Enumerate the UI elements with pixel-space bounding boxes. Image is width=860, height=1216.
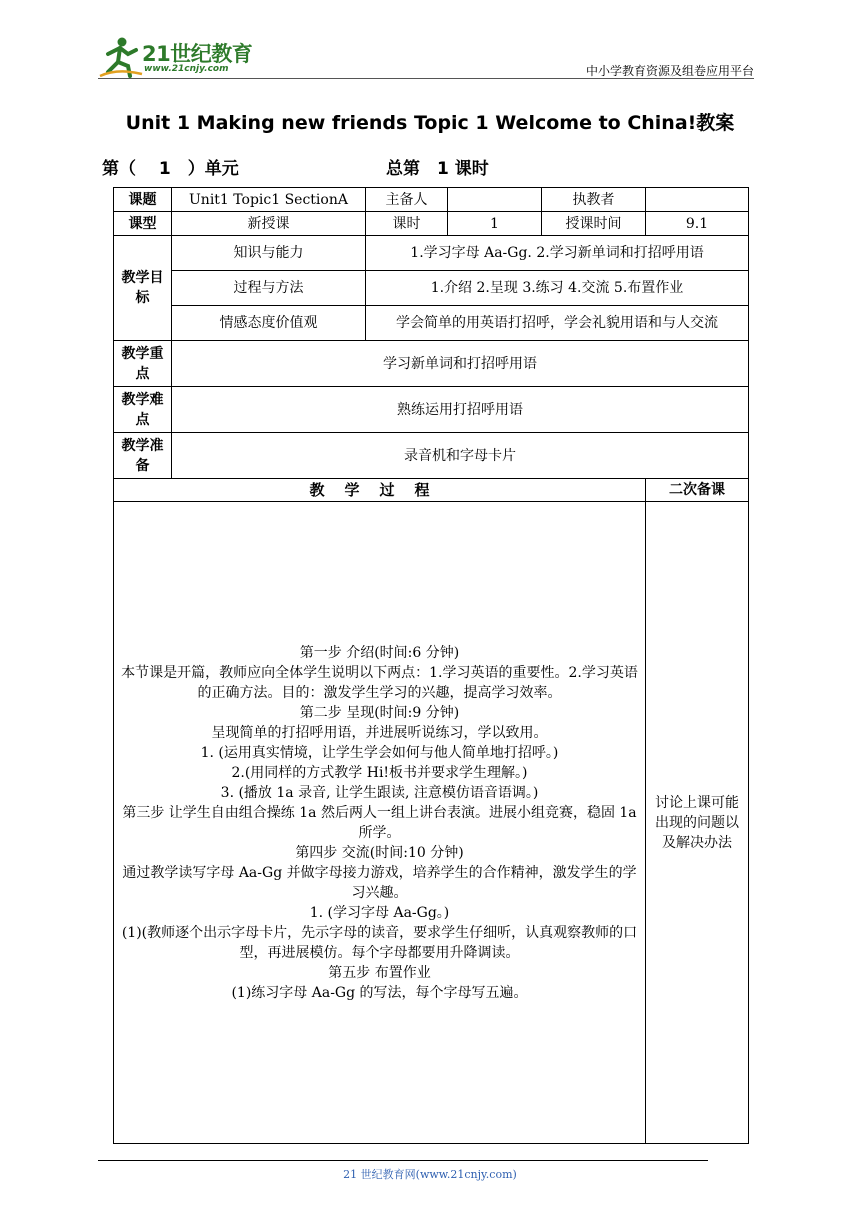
page-title: Unit 1 Making new friends Topic 1 Welcome to China!教案 [125,112,735,134]
table-row [114,306,749,341]
process-line: 1. (运用真实情境，让学生学会如何与他人简单地打招呼。) [200,744,559,761]
teacher-label: 执教者 [542,188,646,212]
goal-name: 情感态度价值观 [172,306,366,341]
second-prep-header: 二次备课 [646,479,749,502]
topic-value: Unit1 Topic1 SectionA [172,188,366,212]
unit-number: 第（ 1 ）单元 [102,159,239,179]
logo-url: www.21cnjy.com [144,64,229,74]
process-line: 第二步 呈现(时间:9 分钟) [299,704,460,721]
process-line: 第一步 介绍(时间:6 分钟) [299,644,460,661]
table-row [114,433,749,479]
goal-value: 1.学习字母 Aa-Gg. 2.学习新单词和打招呼用语 [366,236,749,271]
process-line: 1. (学习字母 Aa-Gg。) [309,904,450,921]
goal-value: 1.介绍 2.呈现 3.练习 4.交流 5.布置作业 [366,271,749,306]
key-points-label: 教学重点 [114,341,172,387]
goals-label: 教学目标 [114,236,172,341]
lesson-number: 总第 1 课时 [386,159,489,179]
type-value: 新授课 [172,212,366,236]
process-line: 本节课是开篇，教师应向全体学生说明以下两点：1.学习英语的重要性。2.学习英语的正确方法。目的：激发学生学习的兴趣，提高学习效率。 [121,664,638,701]
table-row [114,479,749,502]
footer-divider [98,1160,708,1161]
table-row [114,387,749,433]
difficulty-label: 教学难点 [114,387,172,433]
process-content [114,502,646,1144]
table-row [114,188,749,212]
process-header-text: 教学过程 [309,480,450,499]
preparer-value [448,188,542,212]
runner-logo-icon [98,36,144,80]
time-value: 9.1 [646,212,749,236]
process-line: 呈现简单的打招呼用语，并进展听说练习，学以致用。 [211,724,548,741]
page-header [98,36,754,80]
second-prep-note: 讨论上课可能出现的问题以及解决办法 [646,502,749,1144]
topic-label: 课题 [114,188,172,212]
process-line: 3. (播放 1a 录音, 让学生跟读, 注意模仿语音语调。) [220,784,539,801]
logo-text: 21世纪教育 [142,42,253,66]
table-row [114,212,749,236]
goal-value: 学会简单的用英语打招呼，学会礼貌用语和与人交流 [366,306,749,341]
hours-value: 1 [448,212,542,236]
preparation-label: 教学准备 [114,433,172,479]
process-line: 2.(用同样的方式教学 Hi!板书并要求学生理解。) [231,764,528,781]
key-points-value: 学习新单词和打招呼用语 [172,341,749,387]
process-line: (1)练习字母 Aa-Gg 的写法，每个字母写五遍。 [231,984,528,1001]
time-label: 授课时间 [542,212,646,236]
process-line: 第四步 交流(时间:10 分钟) [295,844,464,861]
preparer-label: 主备人 [366,188,448,212]
footer-text: 21 世纪教育网(www.21cnjy.com) [343,1168,517,1181]
type-label: 课型 [114,212,172,236]
process-line: 第三步 让学生自由组合操练 1a 然后两人一组上讲台表演。进展小组竞赛，稳固 1a 所学。 [122,804,637,841]
goal-name: 过程与方法 [172,271,366,306]
hours-label: 课时 [366,212,448,236]
table-row [114,236,749,271]
lesson-plan-table [113,187,749,1144]
process-line: 第五步 布置作业 [328,964,431,981]
header-divider [98,78,754,79]
process-line: 通过教学读写字母 Aa-Gg 并做字母接力游戏，培养学生的合作精神，激发学生的学习兴趣。 [122,864,637,901]
difficulty-value: 熟练运用打招呼用语 [172,387,749,433]
goal-name: 知识与能力 [172,236,366,271]
preparation-value: 录音机和字母卡片 [172,433,749,479]
process-header [114,479,646,502]
logo [98,36,268,80]
teacher-value [646,188,749,212]
process-line: (1)(教师逐个出示字母卡片，先示字母的读音，要求学生仔细听，认真观察教师的口型，再进展模仿。每个字母都要用升降调读。 [121,924,638,961]
table-row [114,502,749,1144]
platform-name: 中小学教育资源及组卷应用平台 [585,64,754,78]
table-row [114,271,749,306]
table-row [114,341,749,387]
